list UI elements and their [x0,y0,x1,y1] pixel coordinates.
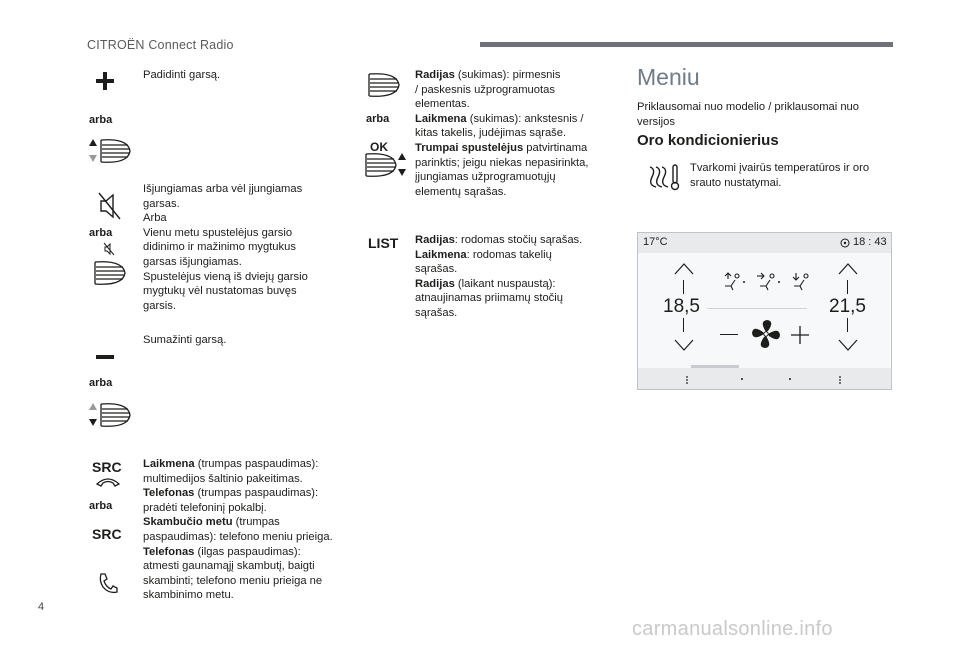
mute-small-icon [103,242,115,256]
src-text [143,457,333,603]
mute-line: mygtukų vėl nustatomas buvęs [143,285,297,298]
bottom-bar [638,368,891,389]
mute-line: Išjungiamas arba vėl įjungiamas [143,183,303,195]
rotary-line: elementas. [415,98,470,111]
dot-icon[interactable] [740,377,744,381]
list-line: sąrašas. [415,263,458,276]
temp-right-value: 21,5 [829,296,866,317]
temp-left-down-button[interactable] [673,338,695,352]
wheel-icon [367,72,401,98]
rotary-line: parinktis; jeigu niekas nepasirinkta, [415,156,589,169]
or-label: arba [89,114,113,126]
dot-icon[interactable] [788,377,792,381]
wheel-updown-icon [364,152,408,178]
clock-icon [840,238,850,248]
label-media: Laikmena [415,112,467,125]
airflow-feet-icon[interactable] [790,272,812,292]
rotary-line: įjungiamas užprogramuotųjų [415,171,556,184]
src-line: (trumpas paspaudimas): [194,487,319,500]
temp-left-up-button[interactable] [673,262,695,276]
divider [847,280,848,294]
rotary-line: (sukimas): ankstesnis / [466,112,584,125]
temp-right-up-button[interactable] [837,262,859,276]
or-label: arba [366,113,390,125]
more-icon[interactable] [838,375,842,385]
label-media: Laikmena [143,458,195,470]
mute-line: garsas. [143,197,180,210]
outside-temperature: 17°C [643,236,668,248]
more-icon[interactable] [685,375,689,385]
rotary-line: patvirtinama [523,141,588,154]
mute-line: Spustelėjus vieną iš dviejų garsio [143,270,308,283]
mute-icon [98,191,122,221]
mute-line: Vienu metu spustelėjus garsio [143,226,293,239]
src-line: atmesti gaunamąjį skambutį, baigti [143,560,315,573]
version-note [637,100,859,129]
list-line: atnaujinamas priimamų stočių [415,292,563,305]
src-button-label: SRC [92,459,122,475]
label-phone: Telefonas [143,487,195,500]
rotary-text [415,68,589,199]
label-short-press: Trumpai spustelėjus [415,141,524,154]
climate-line: Tvarkomi įvairūs temperatūros ir oro [690,162,870,174]
label-radio: Radijas [415,277,455,290]
src-line: (trumpas paspaudimas): [194,458,319,470]
page-number: 4 [38,601,45,613]
src-line: (ilgas paspaudimas): [194,545,301,558]
or-label: arba [89,377,113,389]
rotary-line: kitas takelis, judėjimas sąraše. [415,127,567,140]
header-bar [480,42,893,47]
climate-desc [690,161,869,190]
mute-line: garsis. [143,299,176,312]
divider [683,280,684,294]
list-line: : rodomas stočių sąrašas. [454,234,583,246]
fan-decrease-button[interactable] [720,334,738,335]
mute-line: garsas išjungiamas. [143,255,242,268]
temp-right-down-button[interactable] [837,338,859,352]
volume-down-text: Sumažinti garsą. [143,334,227,346]
list-line: sąrašas. [415,306,458,319]
airflow-windscreen-icon[interactable] [721,272,745,292]
or-label: arba [89,500,113,512]
airflow-face-icon[interactable] [756,272,780,292]
page-title: Meniu [637,64,700,90]
section-heading: Oro kondicionierius [637,132,779,149]
wheel-down-icon [88,402,132,428]
version-line: Priklausomai nuo modelio / priklausomai nuo [637,101,859,113]
src-button-label: SRC [92,526,122,542]
divider [707,308,807,309]
src-line: multimedijos šaltinio pakeitimas. [143,472,303,485]
watermark: carmanualsonline.info [632,618,833,640]
mute-line: didinimo ir mažinimo mygtukus [143,241,296,254]
plus-icon [95,71,115,91]
label-radio: Radijas [415,69,455,81]
label-phone: Telefonas [143,545,195,558]
src-line: pradėti telefoninį pokalbį. [143,501,267,514]
src-line: (trumpas [232,516,280,529]
rotary-line: elementų sąrašas. [415,185,507,198]
mute-line: Arba [143,212,167,225]
volume-up-text: Padidinti garsą. [143,69,221,81]
minus-icon [95,354,115,360]
fan-icon [751,319,781,349]
list-button-label: LIST [368,235,399,251]
rotary-line: / paskesnis užprogramuotas [415,83,555,96]
fan-increase-button[interactable] [790,325,810,345]
list-line: (laikant nuspaustą): [454,277,556,290]
mute-text [143,182,308,313]
ok-label: OK [370,140,388,154]
src-line: skambinti; telefono meniu prieiga ne [143,574,323,587]
wheel-up-icon [88,138,132,164]
phone-handset-icon [97,572,119,596]
or-label: arba [89,227,113,239]
header-title: CITROËN Connect Radio [87,38,234,52]
climate-icon [646,163,682,191]
label-radio: Radijas [415,234,455,246]
src-line: skambinimo metu. [143,589,234,602]
list-line: : rodomas takelių [466,248,552,261]
active-tab-indicator [691,365,739,368]
list-text [415,233,582,321]
phone-icon [95,476,121,488]
wheel-icon [93,260,127,286]
label-media: Laikmena [415,248,467,261]
rotary-line: (sukimas): pirmesnis [454,69,561,81]
climate-line: srauto nustatymai. [690,176,782,189]
version-line: versijos [637,115,675,128]
label-during-call: Skambučio metu [143,516,233,529]
temp-left-value: 18,5 [663,296,700,317]
divider [847,318,848,332]
divider [683,318,684,332]
src-line: paspaudimas): telefono meniu prieiga. [143,530,333,543]
clock-time: 18 : 43 [853,236,887,248]
